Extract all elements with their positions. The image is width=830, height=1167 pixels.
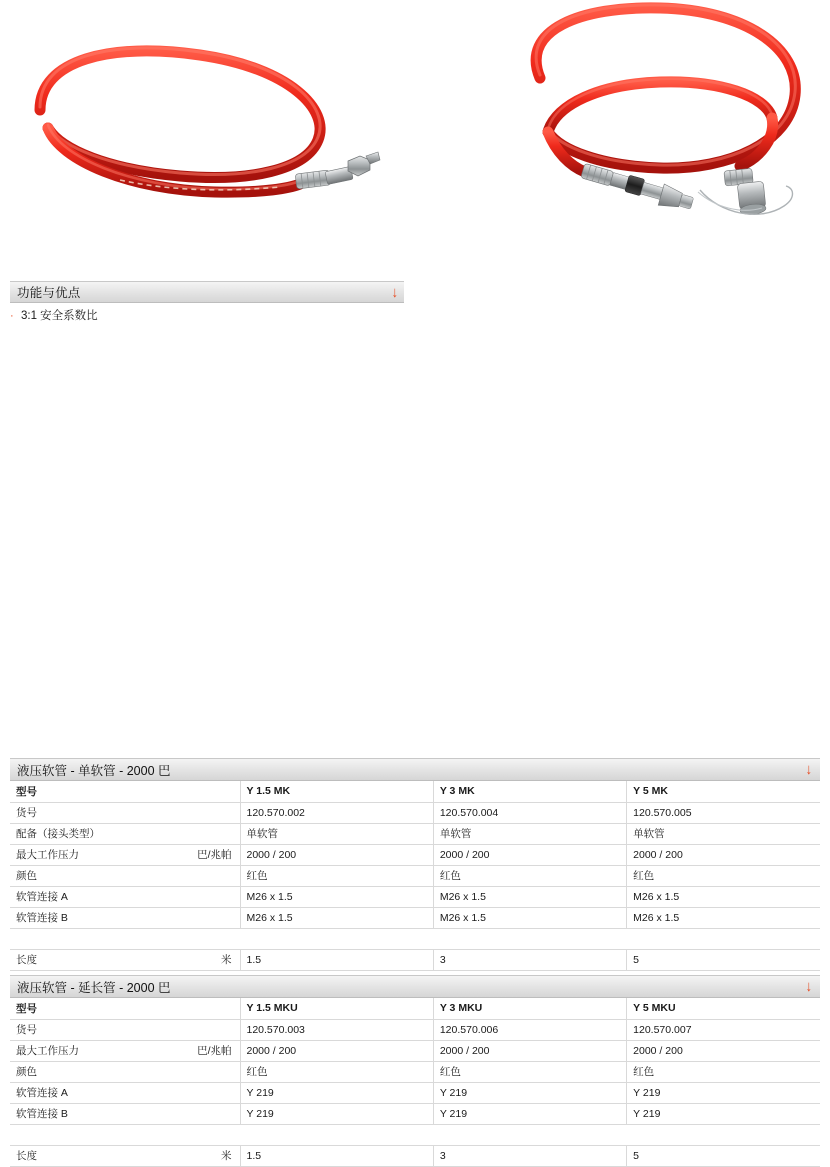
row-label-text: 颜色 [16,1066,37,1078]
table-spacer [10,928,820,949]
cell: 红色 [627,865,820,886]
row-label-text: 型号 [16,785,37,798]
cell: 2000 / 200 [433,844,626,865]
spec-table [10,781,820,971]
row-label [10,949,240,970]
table-row [10,865,820,886]
row-label-text: 软管连接 A [16,891,68,903]
cell: 2000 / 200 [627,844,820,865]
features-list [10,309,404,324]
cell: 2000 / 200 [433,1040,626,1061]
row-unit-text: 巴/兆帕 [197,848,232,861]
cell: 单软管 [433,823,626,844]
feature-text: 3:1 安全系数比 [21,310,98,322]
arrow-down-icon: ↓ [805,978,812,995]
cell: M26 x 1.5 [433,886,626,907]
table-row [10,1019,820,1040]
table-header-bar [10,975,820,998]
cell: M26 x 1.5 [240,886,433,907]
cell: 2000 / 200 [240,1040,433,1061]
table-row [10,1082,820,1103]
cell: Y 5 MKU [627,998,820,1019]
cell: 5 [627,949,820,970]
cell: Y 219 [433,1103,626,1124]
table-title: 液压软管 - 延长管 - 2000 巴 [17,980,171,995]
spec-table-single-hose [10,758,820,971]
features-header [10,281,404,303]
row-label-text: 软管连接 B [16,912,68,924]
cell: M26 x 1.5 [627,886,820,907]
cell: 1.5 [240,949,433,970]
cell: 120.570.003 [240,1019,433,1040]
row-label-text: 型号 [16,1002,37,1015]
cell: Y 219 [433,1082,626,1103]
table-row [10,998,820,1019]
cell: 2000 / 200 [240,844,433,865]
table-row [10,907,820,928]
cell: M26 x 1.5 [433,907,626,928]
cell: Y 219 [627,1103,820,1124]
row-label [10,1145,240,1166]
table-row [10,1145,820,1166]
cell: 120.570.005 [627,802,820,823]
row-label-text: 颜色 [16,870,37,882]
row-unit-text: 米 [221,1149,232,1162]
cell: Y 1.5 MKU [240,998,433,1019]
row-unit-text: 巴/兆帕 [197,1044,232,1057]
row-label [10,907,240,928]
table-header-bar [10,758,820,781]
row-label-text: 软管连接 B [16,1108,68,1120]
arrow-down-icon: ↓ [391,283,398,301]
list-item [10,309,404,324]
cell: Y 3 MKU [433,998,626,1019]
cell: M26 x 1.5 [240,907,433,928]
row-label [10,802,240,823]
cell: Y 219 [240,1082,433,1103]
row-label [10,998,240,1019]
row-label-text: 软管连接 A [16,1087,68,1099]
table-spacer [10,1124,820,1145]
spec-table-extension-hose [10,975,820,1167]
cell: 1.5 [240,1145,433,1166]
table-row [10,1040,820,1061]
cell: 红色 [433,1061,626,1082]
cell: 红色 [240,865,433,886]
row-label [10,1082,240,1103]
cell: 红色 [627,1061,820,1082]
table-row [10,1061,820,1082]
row-label [10,1061,240,1082]
row-label-text: 最大工作压力 [16,1045,79,1057]
row-label [10,781,240,802]
table-row [10,781,820,802]
cell: 红色 [433,865,626,886]
row-label-text: 最大工作压力 [16,849,79,861]
row-label-text: 货号 [16,1024,37,1036]
row-label-text: 长度 [16,954,37,966]
cell: 单软管 [240,823,433,844]
cell: 120.570.004 [433,802,626,823]
cell: M26 x 1.5 [627,907,820,928]
row-label-text: 货号 [16,807,37,819]
spec-table [10,998,820,1167]
row-label-text: 配备（接头类型） [16,828,100,840]
features-title: 功能与优点 [17,286,81,300]
cell: Y 3 MK [433,781,626,802]
table-title: 液压软管 - 单软管 - 2000 巴 [17,763,171,778]
bullet-icon: · [10,310,14,322]
cell: 120.570.006 [433,1019,626,1040]
left-product-image [40,48,380,192]
cell: 3 [433,949,626,970]
cell: 120.570.002 [240,802,433,823]
cell: 2000 / 200 [627,1040,820,1061]
row-label [10,1019,240,1040]
table-row [10,949,820,970]
hose-illustration [0,0,830,258]
cell: 单软管 [627,823,820,844]
cell: 120.570.007 [627,1019,820,1040]
cell: Y 1.5 MK [240,781,433,802]
row-label [10,1040,240,1061]
cell: Y 219 [627,1082,820,1103]
row-label-text: 长度 [16,1150,37,1162]
row-label [10,886,240,907]
product-images [0,0,830,258]
table-row [10,886,820,907]
row-label [10,1103,240,1124]
cell: 红色 [240,1061,433,1082]
table-row [10,823,820,844]
right-product-image [536,5,795,217]
row-label [10,865,240,886]
cell: 3 [433,1145,626,1166]
features-section [10,281,404,326]
table-row [10,802,820,823]
row-label [10,844,240,865]
table-row [10,1103,820,1124]
cell: Y 219 [240,1103,433,1124]
arrow-down-icon: ↓ [805,761,812,778]
row-label [10,823,240,844]
table-row [10,844,820,865]
cell: 5 [627,1145,820,1166]
row-unit-text: 米 [221,953,232,966]
cell: Y 5 MK [627,781,820,802]
